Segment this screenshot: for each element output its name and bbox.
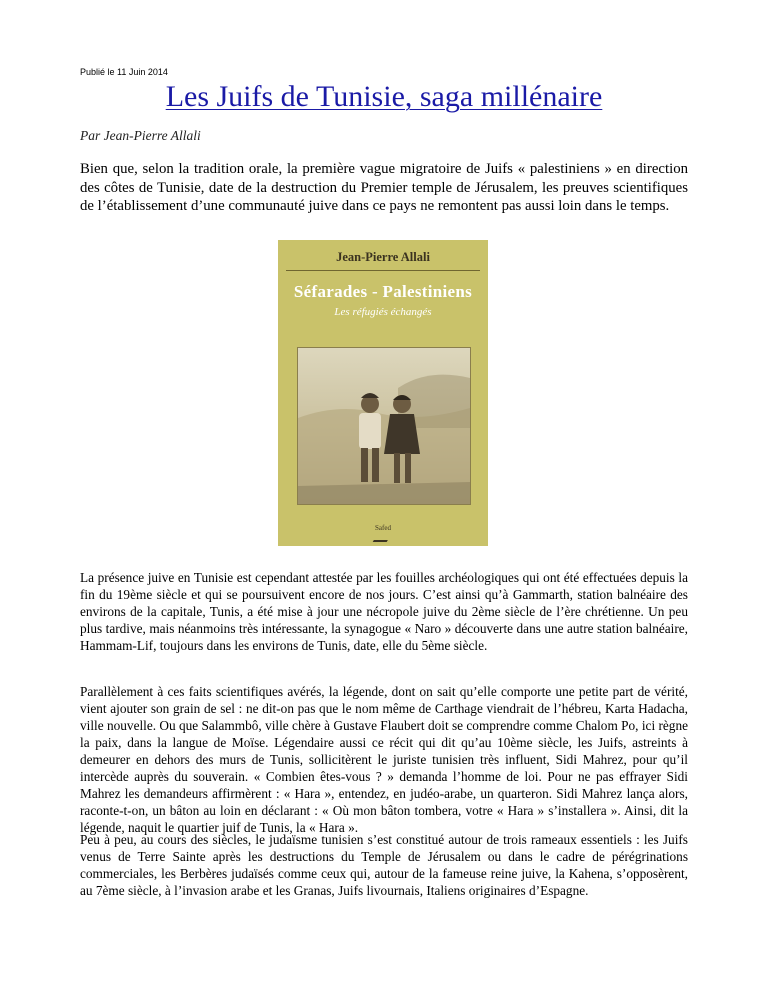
cover-title: Séfarades - Palestiniens (293, 282, 473, 301)
paragraph-1: La présence juive en Tunisie est cependant attestée par les fouilles archéologiques qui ont été effectuées depuis la fin du 19ème siècle et qui se poursuivent encore de nos jours. C’est ainsi qu’à Gammarth, station balnéaire des environs de la capitale, Tunis, a été mise à jour une nécropole juive du 2ème siècle de l’ère chrétienne. Un peu plus tardive, mais néanmoins très intéressante, la synagogue « Naro » découverte dans une autre station balnéaire, Hammam-Lif, toujours dans les environs de Tunis, date, elle du 5ème siècle. (80, 570, 688, 653)
paragraph-2: Parallèlement à ces faits scientifiques avérés, la légende, dont on sait qu’elle comporte une petite part de vérité, vient ajouter son grain de sel : ne dit-on pas que le nom même de Carthage viendrait de l’hébreu, Karta Hadacha, ville nouvelle. Ou que Salammbô, ville chère à Gustave Flaubert doit se comprendre comme Chalom Po, ici règne la paix, dans la langue de Moïse. Légendaire aussi ce récit qui dit qu’au 10ème siècle, les Juifs, astreints à demeurer en dehors des murs de Tunis, sollicitèrent le juriste tunisien très influent, Sidi Mahrez, pour qu’il intercède auprès du souverain. « Combien êtes-vous ? » demanda l’homme de loi. Pour ne pas effrayer Sidi Mahrez les demandeurs affirmèrent : « Hara », entendez, en judéo-arabe, un quarteron. Sidi Mahrez lança alors, raconte-t-on, un bâton au loin en déclarant : « Où mon bâton tombera, votre « Hara » s’installera ». Ainsi, dit la légende, naquit le quartier juif de Tunis, la « Hara ». (80, 684, 688, 835)
cover-author: Jean-Pierre Allali (336, 250, 430, 264)
publisher-logo-icon (373, 534, 392, 542)
byline: Par Jean-Pierre Allali (80, 128, 201, 143)
cover-divider (286, 270, 480, 271)
article-title[interactable]: Les Juifs de Tunisie, saga millénaire (165, 80, 603, 113)
intro-paragraph: Bien que, selon la tradition orale, la première vague migratoire de Juifs « palestiniens » en direction des côtes de Tunisie, date de la destruction du Premier temple de Jérusalem, les preuves scientifiques de l’établissement d’une communauté juive dans ce pays ne remontent pas aussi loin dans le temps. (80, 161, 688, 214)
publish-date: Publié le 11 Juin 2014 (80, 67, 168, 77)
book-cover-image (278, 240, 488, 546)
children-photo-illustration (298, 348, 470, 504)
cover-publisher: Safed (375, 524, 391, 532)
paragraph-3: Peu à peu, au cours des siècles, le judaïsme tunisien s’est constitué autour de trois rameaux essentiels : les Juifs venus de Terre Sainte après les destructions du Temple de Jérusalem ou dans le cadre de pérégrinations commerciales, les Berbères judaïsés comme ceux qui, autour de la fameuse reine juive, la Kahena, s’opposèrent, au 7ème siècle, à l’invasion arabe et les Granas, Juifs livournais, Italiens originaires d’Espagne. (80, 832, 688, 898)
cover-subtitle: Les réfugiés échangés (334, 306, 432, 318)
cover-photo (297, 347, 471, 505)
